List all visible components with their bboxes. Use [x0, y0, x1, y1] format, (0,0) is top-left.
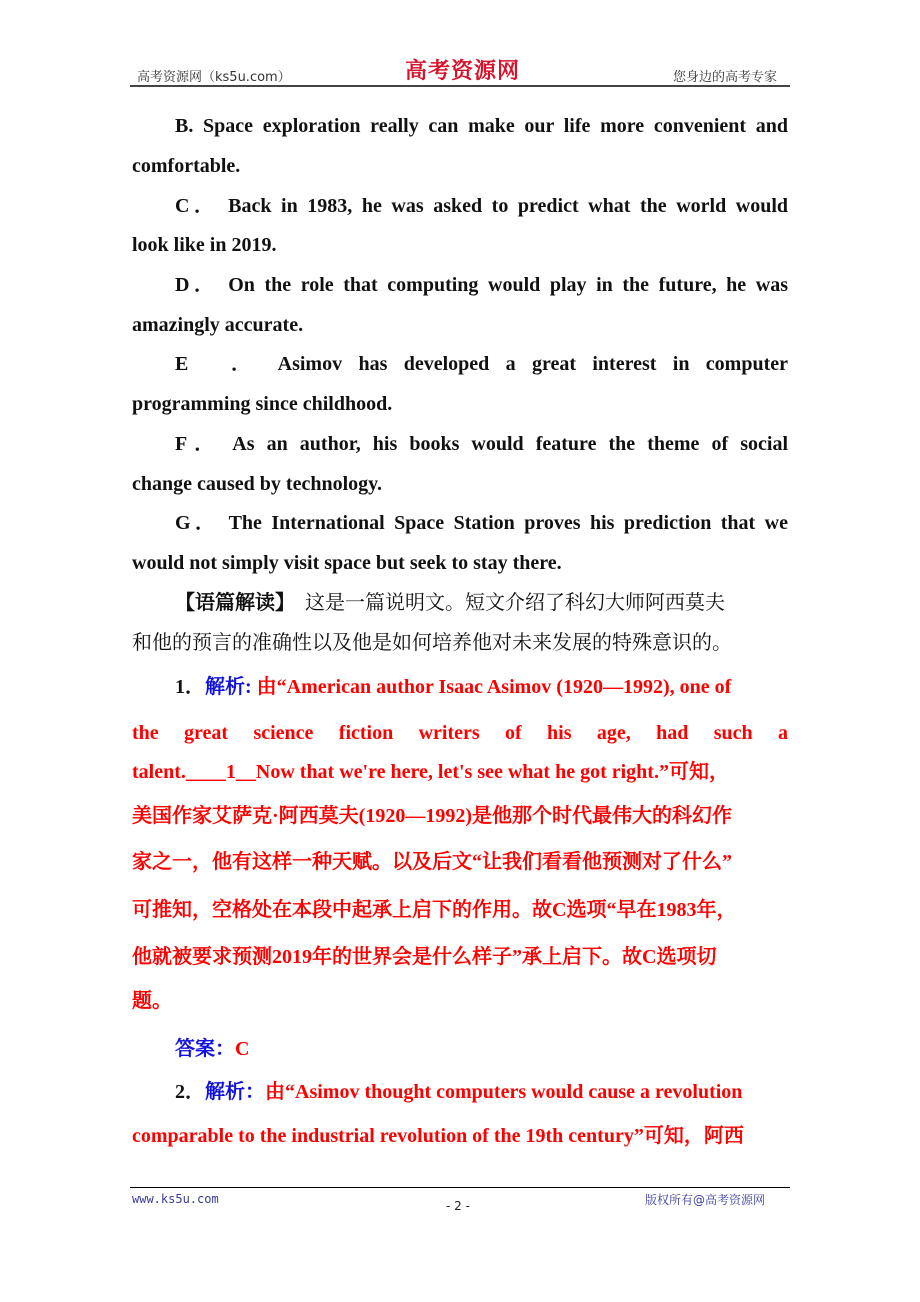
reading-line1 — [175, 591, 788, 615]
reading-line2: 和他的预言的准确性以及他是如何培养他对未来发展的特殊意识的。 — [132, 632, 732, 654]
footer-divider — [130, 1187, 790, 1188]
option-d-line2: amazingly accurate. — [132, 314, 304, 336]
footer-link[interactable]: www.ks5u.com — [132, 1192, 219, 1206]
option-f-line2: change caused by technology. — [132, 473, 383, 495]
q1-line6: 可推知，空格处在本段中起承上启下的作用。故C选项“早在1983年， — [132, 899, 737, 921]
header-logo: 高考资源网 — [405, 58, 521, 84]
q2-number: 2． — [175, 1081, 205, 1103]
option-g-line1: G． The International Space Station proves his prediction that we — [175, 512, 788, 534]
q1-line4: 美国作家艾萨克·阿西莫夫(1920—1992)是他那个时代最伟大的科幻作 — [132, 805, 732, 827]
header-site-name: 高考资源网（ks5u.com） — [137, 70, 291, 85]
q1-line3 — [132, 760, 788, 784]
option-b-line1: B. Space exploration really can make our life more convenient and — [175, 115, 788, 137]
q2-line1 — [175, 1080, 788, 1104]
q1-analysis-label: 解析: — [205, 676, 252, 698]
q1-text: 由“American author Isaac Asimov (1920—1992), one of — [251, 676, 732, 698]
q1-line8: 题。 — [132, 990, 172, 1012]
option-c-line2: look like in 2019. — [132, 234, 277, 256]
reading-label: 【语篇解读】 — [175, 592, 285, 614]
q1-number: 1． — [175, 676, 205, 698]
page-number: - 2 - — [446, 1199, 470, 1213]
footer-copyright: 版权所有@高考资源网 — [645, 1193, 766, 1207]
q1-line1 — [175, 675, 788, 699]
header-slogan: 您身边的高考专家 — [673, 70, 778, 85]
q1-line7: 他就被要求预测2019年的世界会是什么样子”承上启下。故C选项切 — [132, 946, 717, 968]
header-divider — [130, 85, 790, 87]
option-b-line2: comfortable. — [132, 155, 241, 177]
option-g-line2: would not simply visit space but seek to stay there. — [132, 552, 562, 574]
q1-text: talent. — [132, 761, 186, 783]
option-c-line1: C． Back in 1983, he was asked to predict what the world would — [175, 195, 788, 217]
q1-line5: 家之一，他有这样一种天赋。以及后文“让我们看看他预测对了什么” — [132, 851, 732, 873]
answer-value: C — [235, 1038, 250, 1060]
reading-text: 这是一篇说明文。短文介绍了科幻大师阿西莫夫 — [285, 592, 725, 614]
q2-text: 由“Asimov thought computers would cause a revolution — [265, 1081, 743, 1103]
q2-line2: comparable to the industrial revolution of the 19th century”可知，阿西 — [132, 1125, 744, 1147]
q1-blank: ____1__ — [185, 761, 256, 783]
answer-label: 答案： — [175, 1038, 235, 1060]
q1-text: Now that we're here, let's see what he got right.”可知， — [255, 761, 729, 783]
q1-answer — [175, 1037, 788, 1061]
q2-analysis-label: 解析： — [205, 1081, 265, 1103]
option-e-line2: programming since childhood. — [132, 393, 393, 415]
q1-line2: the great science fiction writers of his age, had such a — [132, 722, 788, 744]
option-f-line1: F． As an author, his books would feature the theme of social — [175, 433, 788, 455]
option-d-line1: D． On the role that computing would play in the future, he was — [175, 274, 788, 296]
option-e-line1: E ． Asimov has developed a great interest in computer — [175, 353, 788, 375]
